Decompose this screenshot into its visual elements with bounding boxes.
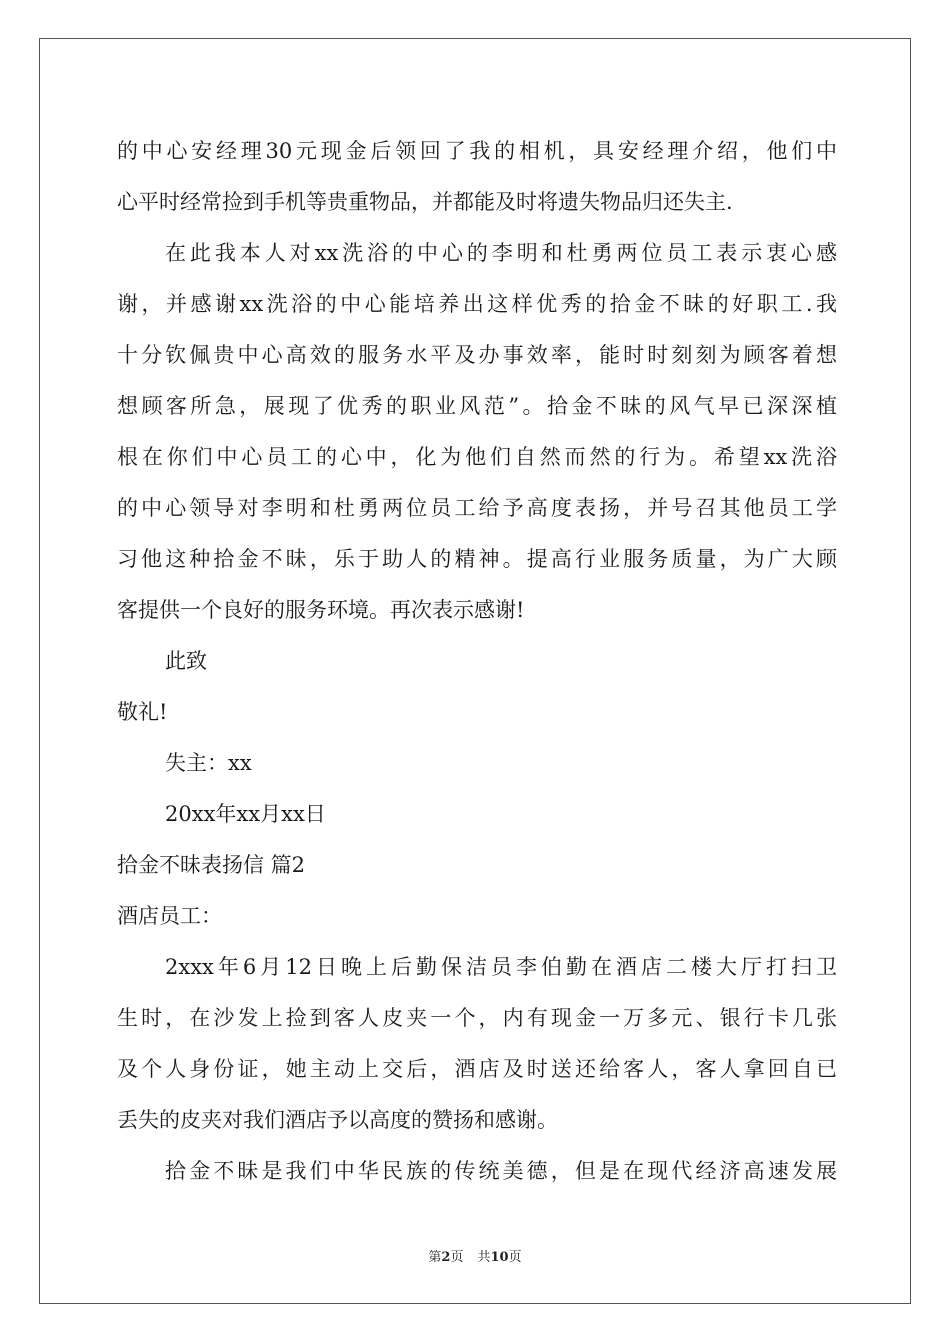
text-line: 酒店员工： [117,904,222,928]
footer-total-pages: 10 [490,1250,509,1265]
page-footer [0,1246,950,1265]
text-line: 想顾客所急，展现了优秀的职业风范”。拾金不昧的风气早已深深植 [117,394,837,418]
text-line: 客提供一个良好的服务环境。再次表示感谢! [117,598,525,622]
footer-total-suffix: 页 [508,1250,522,1265]
document-body [117,126,837,1197]
text-line: 心平时经常捡到手机等贵重物品，并都能及时将遗失物品归还失主. [117,190,733,214]
text-line: 拾金不昧是我们中华民族的传统美德，但是在现代经济高速发展 [165,1159,837,1183]
footer-page-prefix: 第 [428,1250,442,1265]
text-line: 生时，在沙发上捡到客人皮夹一个，内有现金一万多元、银行卡几张 [117,1006,837,1030]
text-line: 20xx年xx月xx日 [165,802,326,826]
text-line: 及个人身份证，她主动上交后，酒店及时送还给客人，客人拿回自已 [117,1057,837,1081]
text-line: 十分钦佩贵中心高效的服务水平及办事效率，能时时刻刻为顾客着想 [117,343,837,367]
text-line: 敬礼! [117,700,168,724]
text-line: 谢，并感谢xx洗浴的中心能培养出这样优秀的拾金不昧的好职工.我 [117,292,837,316]
text-line: 的中心安经理30元现金后领回了我的相机，具安经理介绍，他们中 [117,139,837,163]
text-line: 根在你们中心员工的心中，化为他们自然而然的行为。希望xx洗浴 [117,445,837,469]
text-line: 此致 [165,649,207,673]
footer-total-prefix: 共 [477,1250,491,1265]
text-line: 失主：xx [165,751,252,775]
text-line: 拾金不昧表扬信 篇2 [117,853,306,877]
text-line: 的中心领导对李明和杜勇两位员工给予高度表扬，并号召其他员工学 [117,496,837,520]
footer-page-suffix: 页 [450,1250,464,1265]
footer-page-number: 2 [441,1250,451,1265]
text-line: 2xxx年6月12日晚上后勤保洁员李伯勤在酒店二楼大厅打扫卫 [165,955,837,979]
text-line: 习他这种拾金不昧，乐于助人的精神。提高行业服务质量，为广大顾 [117,547,837,571]
text-line: 丢失的皮夹对我们酒店予以高度的赞扬和感谢。 [117,1108,558,1132]
text-line: 在此我本人对xx洗浴的中心的李明和杜勇两位员工表示衷心感 [165,241,837,265]
